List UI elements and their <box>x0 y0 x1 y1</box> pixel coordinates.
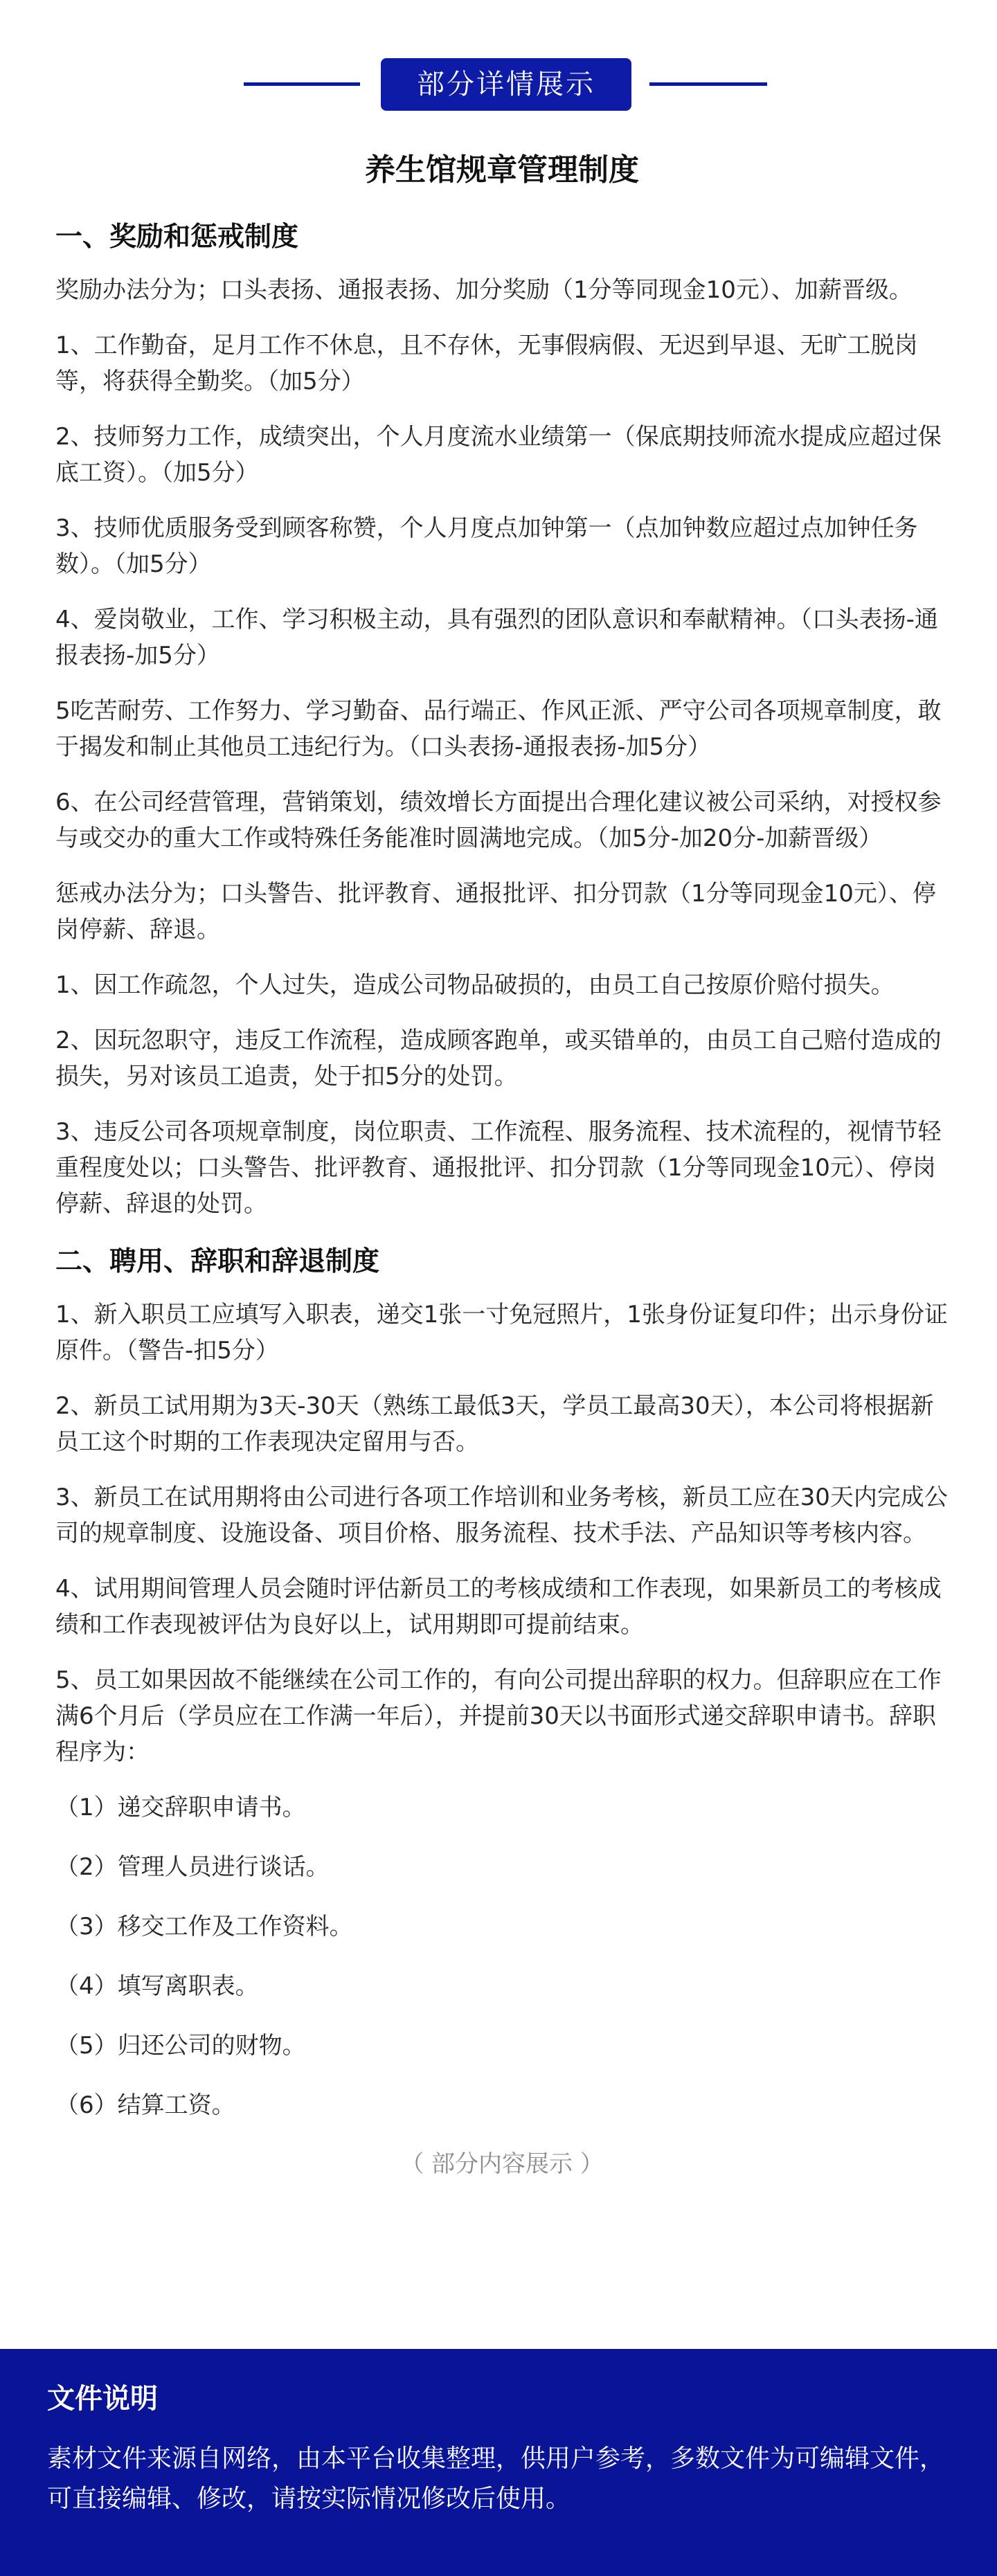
paragraph: 4、试用期间管理人员会随时评估新员工的考核成绩和工作表现，如果新员工的考核成绩和工作表现被评估为良好以上，试用期即可提前结束。 <box>55 1575 942 1639</box>
file-description-footer <box>0 2349 997 2576</box>
paragraph: 5、员工如果因故不能继续在公司工作的，有向公司提出辞职的权力。但辞职应在工作满6个月后（学员应在工作满一年后），并提前30天以书面形式递交辞职申请书。辞职程序为： <box>55 1666 942 1766</box>
list-item: （6）结算工资。 <box>55 2091 235 2119</box>
page-header <box>0 58 997 111</box>
paragraph: 2、因玩忽职守，违反工作流程，造成顾客跑单，或买错单的，由员工自己赔付造成的损失，另对该员工追责，处于扣5分的处罚。 <box>55 1027 942 1090</box>
paragraph: 惩戒办法分为；口头警告、批评教育、通报批评、扣分罚款（1分等同现金10元）、停岗停薪、辞退。 <box>55 880 936 944</box>
paragraph: 1、因工作疏忽，个人过失，造成公司物品破损的，由员工自己按原价赔付损失。 <box>55 971 895 999</box>
paragraph: 5吃苦耐劳、工作努力、学习勤奋、品行端正、作风正派、严守公司各项规章制度，敢于揭发和制止其他员工违纪行为。（口头表扬-通报表扬-加5分） <box>55 697 942 761</box>
header-divider-right <box>649 82 767 86</box>
paragraph: 奖励办法分为；口头表扬、通报表扬、加分奖励（1分等同现金10元）、加薪晋级。 <box>55 276 913 304</box>
paragraph: 1、工作勤奋，足月工作不休息，且不存休，无事假病假、无迟到早退、无旷工脱岗等，将获得全勤奖。（加5分） <box>55 332 918 395</box>
document-title: 养生馆规章管理制度 <box>365 152 639 188</box>
list-item: （4）填写离职表。 <box>55 1972 259 2000</box>
list-item: （2）管理人员进行谈话。 <box>55 1853 330 1881</box>
header-badge: 部分详情展示 <box>381 58 631 111</box>
paragraph: 3、违反公司各项规章制度，岗位职责、工作流程、服务流程、技术流程的，视情节轻重程度处以；口头警告、批评教育、通报批评、扣分罚款（1分等同现金10元）、停岗停薪、辞退的处罚。 <box>55 1118 942 1218</box>
partial-content-note: （ 部分内容展示 ） <box>400 2150 604 2178</box>
document-body <box>55 147 949 2181</box>
section-heading-employment: 二、聘用、辞职和辞退制度 <box>55 1246 380 1277</box>
header-divider-left <box>244 82 360 86</box>
list-item: （5）归还公司的财物。 <box>55 2032 306 2060</box>
footer-text: 素材文件来源自网络，由本平台收集整理，供用户参考，多数文件为可编辑文件，可直接编辑、修改，请按实际情况修改后使用。 <box>47 2444 945 2513</box>
footer-title: 文件说明 <box>47 2383 158 2415</box>
paragraph: 3、新员工在试用期将由公司进行各项工作培训和业务考核，新员工应在30天内完成公司的规章制度、设施设备、项目价格、服务流程、技术手法、产品知识等考核内容。 <box>55 1484 948 1547</box>
paragraph: 4、爱岗敬业，工作、学习积极主动，具有强烈的团队意识和奉献精神。（口头表扬-通报表扬-加5分） <box>55 606 938 669</box>
paragraph: 1、新入职员工应填写入职表，递交1张一寸免冠照片，1张身份证复印件；出示身份证原件。（警告-扣5分） <box>55 1301 948 1364</box>
paragraph: 2、技师努力工作，成绩突出，个人月度流水业绩第一（保底期技师流水提成应超过保底工资）。（加5分） <box>55 423 942 487</box>
paragraph: 3、技师优质服务受到顾客称赞，个人月度点加钟第一（点加钟数应超过点加钟任务数）。（加5分） <box>55 514 918 578</box>
paragraph: 2、新员工试用期为3天-30天（熟练工最低3天，学员工最高30天），本公司将根据新员工这个时期的工作表现决定留用与否。 <box>55 1392 934 1456</box>
paragraph: 6、在公司经营管理，营销策划，绩效增长方面提出合理化建议被公司采纳，对授权参与或交办的重大工作或特殊任务能准时圆满地完成。（加5分-加20分-加薪晋级） <box>55 789 942 852</box>
list-item: （1）递交辞职申请书。 <box>55 1794 306 1821</box>
list-item: （3）移交工作及工作资料。 <box>55 1913 353 1940</box>
section-heading-rewards: 一、奖励和惩戒制度 <box>55 222 299 253</box>
resignation-steps-list <box>55 1790 949 2123</box>
